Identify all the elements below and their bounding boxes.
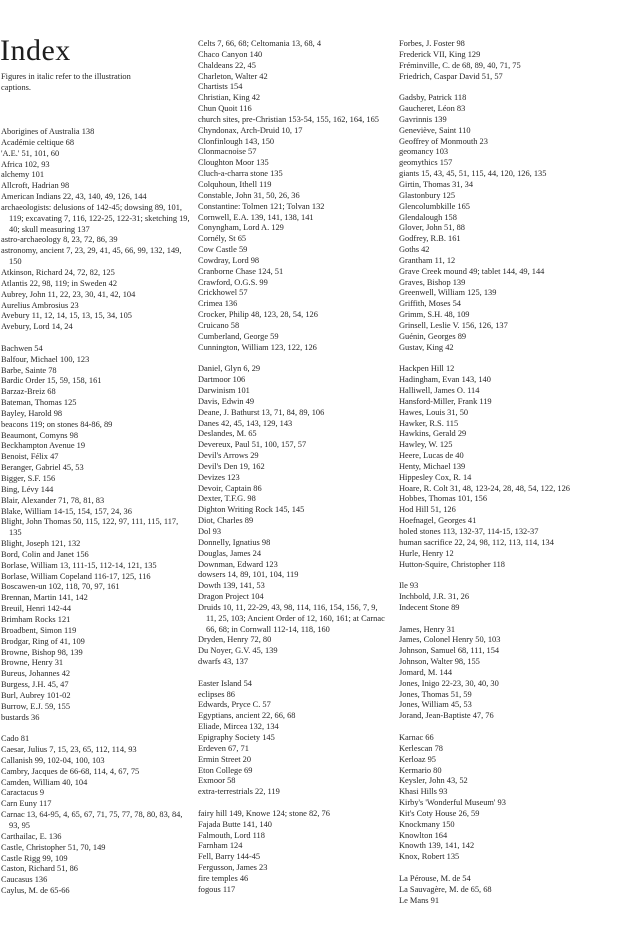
- index-entry: Geneviève, Saint 110: [399, 125, 471, 135]
- index-entry: Aurelius Ambrosius 23: [1, 300, 79, 310]
- index-entry: Glover, John 51, 88: [399, 223, 465, 233]
- index-entry: Dexter, T.F.G. 98: [198, 494, 256, 504]
- index-entry: Devil's Den 19, 162: [198, 461, 265, 471]
- index-entry: Broadbent, Simon 119: [1, 625, 77, 635]
- index-entry: Chaco Canyon 140: [198, 49, 263, 59]
- index-entry: beacons 119; on stones 84-86, 89: [1, 419, 113, 429]
- index-entry: Jomard, M. 144: [399, 667, 453, 677]
- index-entry: Devoir, Captain 86: [198, 483, 262, 493]
- index-entry: eclipses 86: [198, 689, 235, 699]
- index-entry: Jones, William 45, 53: [399, 700, 472, 710]
- index-entry: Griffith, Moses 54: [399, 299, 461, 309]
- index-entry: Glastonbury 125: [399, 190, 456, 200]
- intro-note: Figures in italic refer to the illustration captions.: [1, 72, 131, 92]
- index-entry: Edwards, Pryce C. 57: [198, 700, 271, 710]
- index-entry: Davis, Edwin 49: [198, 396, 255, 406]
- index-entry: Grinsell, Leslie V. 156, 126, 137: [399, 320, 508, 330]
- index-entry: Académie celtique 68: [1, 137, 75, 147]
- index-entry: Girtin, Thomas 31, 34: [399, 179, 474, 189]
- index-entry: Jorand, Jean-Baptiste 47, 76: [399, 711, 494, 721]
- index-entry: Hawes, Louis 31, 50: [399, 407, 469, 417]
- index-entry: Erdeven 67, 71: [198, 743, 249, 753]
- index-entry: Beaumont, Comyns 98: [1, 430, 79, 440]
- index-entry: Caesar, Julius 7, 15, 23, 65, 112, 114, 93: [1, 745, 137, 755]
- index-entry: Benoist, Félix 47: [1, 452, 59, 462]
- index-entry: Cluch-a-charra stone 135: [198, 169, 283, 179]
- index-entry: James, Colonel Henry 50, 103: [399, 635, 501, 645]
- index-letter-group: [1, 127, 191, 333]
- index-entry: Hurle, Henry 12: [399, 548, 454, 558]
- index-entry: Caylus, M. de 65-66: [1, 886, 70, 896]
- index-entry: Johnson, Samuel 68, 111, 154: [399, 646, 500, 656]
- index-entry: Forbes, J. Foster 98: [399, 39, 465, 48]
- index-entry: Borlase, William Copeland 116-17, 125, 116: [1, 571, 151, 581]
- index-entry: Borlase, William 13, 111-15, 112-14, 121, 135: [1, 560, 157, 570]
- index-entry: Frederick VII, King 129: [399, 49, 481, 59]
- index-letter-group: [1, 344, 191, 724]
- index-entry: Dowth 139, 141, 53: [198, 581, 265, 591]
- index-entry: Hod Hill 51, 126: [399, 505, 456, 515]
- index-entry: Karnac 66: [399, 733, 434, 742]
- index-entry: Godfrey, R.B. 161: [399, 234, 461, 244]
- index-entry: Chun Quoit 116: [198, 104, 252, 114]
- index-entry: Africa 102, 93: [1, 159, 50, 169]
- index-entry: Kerlescan 78: [399, 743, 443, 753]
- index-entry: Halliwell, James O. 114: [399, 386, 480, 395]
- index-entry: Colquhoun, Ithell 119: [198, 179, 272, 189]
- index-entry: Kirby's 'Wonderful Museum' 93: [399, 798, 506, 808]
- index-entry: Geoffrey of Monmouth 23: [399, 136, 488, 146]
- index-entry: Bing, Lévy 144: [1, 484, 54, 494]
- index-letter-group: [399, 874, 595, 907]
- index-entry: Dol 93: [198, 526, 222, 536]
- index-entry: Callanish 99, 102-04, 100, 103: [1, 755, 105, 765]
- index-entry: Cambry, Jacques de 66-68, 114, 4, 67, 75: [1, 766, 140, 776]
- index-entry: Ermin Street 20: [198, 754, 252, 764]
- index-entry: Carthailac, E. 136: [1, 831, 62, 841]
- index-entry: Falmouth, Lord 118: [198, 830, 265, 840]
- index-entry: Balfour, Michael 100, 123: [1, 354, 90, 364]
- index-entry: Guénin, Georges 89: [399, 331, 467, 341]
- index-entry: Kit's Coty House 26, 59: [399, 808, 480, 818]
- index-entry: Hawley, W. 125: [399, 440, 453, 450]
- index-entry: 'A.E.' 51, 101, 60: [1, 148, 60, 158]
- index-entry: Diot, Charles 89: [198, 516, 254, 526]
- index-entry: Barzaz-Breiz 68: [1, 387, 56, 397]
- index-letter-group: [399, 581, 595, 614]
- index-entry: fire temples 46: [198, 873, 249, 883]
- index-entry: Keysler, John 43, 52: [399, 776, 468, 786]
- index-entry: Allcroft, Hadrian 98: [1, 181, 70, 191]
- index-column-3: [399, 39, 595, 917]
- index-entry: Inchbold, J.R. 31, 26: [399, 592, 470, 602]
- index-entry: Caston, Richard 51, 86: [1, 864, 78, 874]
- index-entry: Browne, Bishop 98, 139: [1, 647, 83, 657]
- index-entry: Deslandes, M. 65: [198, 429, 257, 439]
- index-entry: Avebury, Lord 14, 24: [1, 322, 73, 332]
- index-entry: Indecent Stone 89: [399, 602, 460, 612]
- index-entry: Atkinson, Richard 24, 72, 82, 125: [1, 267, 115, 277]
- index-entry: Caucasus 136: [1, 875, 48, 885]
- index-entry: Brennan, Martin 141, 142: [1, 593, 88, 603]
- index-entry: Exmoor 58: [198, 776, 236, 786]
- index-entry: Charleton, Walter 42: [198, 71, 268, 81]
- index-entry: Douglas, James 24: [198, 548, 262, 558]
- index-entry: Knox, Robert 135: [399, 852, 460, 862]
- index-entry: Camden, William 40, 104: [1, 777, 88, 787]
- index-entry: Jones, Thomas 51, 59: [399, 689, 472, 699]
- index-entry: Cumberland, George 59: [198, 331, 279, 341]
- index-entry: Donnelly, Ignatius 98: [198, 537, 271, 547]
- index-entry: Gustav, King 42: [399, 342, 454, 352]
- index-entry: Clonfinlough 143, 150: [198, 136, 275, 146]
- index-entry: Cado 81: [1, 734, 30, 744]
- index-entry: Fell, Barry 144-45: [198, 852, 261, 862]
- index-entry: Dighton Writing Rock 145, 145: [198, 505, 305, 515]
- index-entry: Glencolumbkille 165: [399, 201, 470, 211]
- index-entry: dowsers 14, 89, 101, 104, 119: [198, 570, 299, 580]
- index-entry: Blake, William 14-15, 154, 157, 24, 36: [1, 506, 132, 516]
- index-entry: Browne, Henry 31: [1, 658, 64, 668]
- index-entry: La Sauvagère, M. de 65, 68: [399, 884, 492, 894]
- index-entry: Hawkins, Gerald 29: [399, 429, 467, 439]
- index-entry: fogous 117: [198, 884, 236, 894]
- index-entry: Kermario 80: [399, 765, 442, 775]
- index-entry: Atlantis 22, 98, 119; in Sweden 42: [1, 278, 118, 288]
- index-letter-group: [399, 625, 595, 723]
- index-entry: Beranger, Gabriel 45, 53: [1, 463, 84, 473]
- index-entry: Kerloaz 95: [399, 754, 436, 764]
- index-entry: Fajada Butte 141, 140: [198, 819, 272, 829]
- page-title: Index: [0, 34, 71, 67]
- index-letter-group: [399, 39, 595, 82]
- index-entry: Daniel, Glyn 6, 29: [198, 364, 261, 374]
- index-entry: Eliade, Mircea 132, 134: [198, 722, 279, 732]
- index-entry: Khasi Hills 93: [399, 787, 448, 797]
- index-entry: Crickhowel 57: [198, 288, 248, 298]
- index-entry: Aborigines of Australia 138: [1, 127, 95, 136]
- index-entry: Knowth 139, 141, 142: [399, 841, 475, 851]
- index-entry: Epigraphy Society 145: [198, 733, 275, 742]
- index-entry: Dragon Project 104: [198, 592, 264, 602]
- index-entry: Hackpen Hill 12: [399, 364, 455, 374]
- index-entry: Henty, Michael 139: [399, 461, 466, 471]
- index-entry: American Indians 22, 43, 140, 49, 126, 144: [1, 192, 147, 202]
- index-entry: geomythics 157: [399, 158, 453, 168]
- index-entry: Blair, Alexander 71, 78, 81, 83: [1, 495, 105, 505]
- index-entry: Chaldeans 22, 45: [198, 60, 256, 70]
- index-letter-group: [399, 364, 595, 570]
- index-entry: Beckhampton Avenue 19: [1, 441, 86, 451]
- index-entry: Darwinism 101: [198, 386, 250, 395]
- index-entry: fairy hill 149, Knowe 124; stone 82, 76: [198, 808, 330, 818]
- index-entry: La Pérouse, M. de 54: [399, 873, 471, 883]
- index-entry: Brimham Rocks 121: [1, 614, 71, 624]
- index-entry: Crawford, O.G.S. 99: [198, 277, 268, 287]
- index-entry: Bardic Order 15, 59, 158, 161: [1, 376, 102, 386]
- index-entry: Graves, Bishop 139: [399, 277, 466, 287]
- index-entry: Gadsby, Patrick 118: [399, 93, 467, 103]
- index-entry: Ile 93: [399, 581, 419, 591]
- index-entry: Cornwell, E.A. 139, 141, 138, 141: [198, 212, 314, 222]
- index-letter-group: [198, 809, 388, 896]
- index-entry: Castle, Christopher 51, 70, 149: [1, 842, 106, 852]
- index-entry: astronomy, ancient 7, 23, 29, 41, 45, 66, 99, 132, 149, 150: [1, 246, 182, 267]
- index-entry: Barbe, Sainte 78: [1, 365, 57, 375]
- index-entry: Boscawen-un 102, 118, 70, 97, 161: [1, 582, 120, 592]
- index-entry: Heere, Lucas de 40: [399, 451, 464, 461]
- index-entry: Chartists 154: [198, 82, 243, 92]
- index-entry: Burl, Aubrey 101-02: [1, 690, 71, 700]
- index-entry: astro-archaeology 8, 23, 72, 86, 39: [1, 235, 118, 245]
- index-entry: Hoare, R. Colt 31, 48, 123-24, 28, 48, 54, 122, 126: [399, 483, 570, 493]
- index-entry: Grimm, S.H. 48, 109: [399, 310, 470, 320]
- index-entry: Breuil, Henri 142-44: [1, 604, 72, 614]
- index-entry: Constantine: Tolmen 121; Tolvan 132: [198, 201, 325, 211]
- index-entry: Burrow, E.J. 59, 155: [1, 701, 71, 711]
- index-entry: Grave Creek mound 49; tablet 144, 49, 144: [399, 266, 545, 276]
- index-entry: Brodgar, Ring of 41, 109: [1, 636, 85, 646]
- index-column-2: [198, 39, 388, 907]
- index-entry: Grantham 11, 12: [399, 255, 456, 265]
- index-entry: Gavrinnis 139: [399, 114, 447, 124]
- index-entry: Constable, John 31, 50, 26, 36: [198, 190, 300, 200]
- index-entry: Bayley, Harold 98: [1, 408, 63, 418]
- index-entry: giants 15, 43, 45, 51, 115, 44, 120, 126, 135: [399, 169, 547, 179]
- index-entry: Aubrey, John 11, 22, 23, 30, 41, 42, 104: [1, 289, 136, 299]
- index-entry: bustards 36: [1, 712, 40, 722]
- index-entry: Burgess, J.H. 45, 47: [1, 680, 69, 690]
- index-entry: Cow Castle 59: [198, 245, 248, 255]
- index-entry: Druids 10, 11, 22-29, 43, 98, 114, 116, 154, 156, 7, 9, 11, 25, 103; Ancient Order of 12, 160, 161; at Carnac 66, 68; in Cornwall 112-14, 118, 160: [198, 602, 385, 634]
- index-entry: Cloughton Moor 135: [198, 158, 269, 168]
- index-entry: Hadingham, Evan 143, 140: [399, 375, 491, 385]
- index-entry: Hobbes, Thomas 101, 156: [399, 494, 488, 504]
- index-entry: Hutton-Squire, Christopher 118: [399, 559, 505, 569]
- index-letter-group: [198, 39, 388, 353]
- index-entry: Devizes 123: [198, 472, 240, 482]
- index-entry: Chyndonax, Arch-Druid 10, 17: [198, 125, 303, 135]
- index-entry: Dryden, Henry 72, 80: [198, 635, 272, 645]
- index-entry: Hoefnagel, Georges 41: [399, 516, 477, 526]
- index-entry: Bachwen 54: [1, 343, 43, 353]
- index-entry: Knowlton 164: [399, 830, 448, 840]
- index-letter-group: [399, 93, 595, 353]
- index-letter-group: [399, 733, 595, 863]
- index-entry: Farnham 124: [198, 841, 243, 851]
- index-entry: human sacrifice 22, 24, 98, 112, 113, 114, 134: [399, 537, 554, 547]
- index-entry: Dartmoor 106: [198, 375, 246, 385]
- index-entry: Egyptians, ancient 22, 66, 68: [198, 711, 296, 721]
- index-entry: Fergusson, James 23: [198, 863, 268, 873]
- index-letter-group: [198, 364, 388, 668]
- index-entry: James, Henry 31: [399, 624, 456, 634]
- index-entry: Bigger, S.F. 156: [1, 474, 56, 483]
- index-letter-group: [1, 734, 191, 897]
- index-entry: Crocker, Philip 48, 123, 28, 54, 126: [198, 310, 318, 320]
- index-entry: Knockmany 150: [399, 819, 455, 829]
- index-entry: geomancy 103: [399, 147, 449, 157]
- index-entry: Danes 42, 45, 143, 129, 143: [198, 418, 293, 428]
- index-entry: Bord, Colin and Janet 156: [1, 549, 89, 559]
- index-entry: Easter Island 54: [198, 678, 252, 688]
- index-entry: Bateman, Thomas 125: [1, 398, 77, 408]
- index-entry: Blight, Joseph 121, 132: [1, 539, 81, 549]
- index-letter-group: [198, 679, 388, 798]
- index-entry: Caractacus 9: [1, 788, 45, 798]
- index-entry: Du Noyer, G.V. 45, 139: [198, 646, 278, 656]
- index-entry: Downman, Edward 123: [198, 559, 278, 569]
- index-entry: Greenwell, William 125, 139: [399, 288, 497, 298]
- index-entry: Devereux, Paul 51, 100, 157, 57: [198, 440, 307, 450]
- index-entry: Cruicano 58: [198, 320, 240, 330]
- index-entry: Crimea 136: [198, 299, 238, 309]
- index-entry: dwarfs 43, 137: [198, 657, 249, 667]
- index-entry: Gaucheret, Léon 83: [399, 104, 466, 114]
- index-entry: Blight, John Thomas 50, 115, 122, 97, 111, 115, 117, 135: [1, 517, 179, 538]
- index-entry: Carnac 13, 64-95, 4, 65, 67, 71, 75, 77, 78, 80, 83, 84, 93, 95: [1, 810, 183, 830]
- index-entry: Deane, J. Bathurst 13, 71, 84, 89, 106: [198, 407, 325, 417]
- index-entry: Glendalough 158: [399, 212, 457, 222]
- index-entry: alchemy 101: [1, 170, 45, 180]
- index-entry: Jones, Inigo 22-23, 30, 40, 30: [399, 678, 499, 688]
- index-entry: Devil's Arrows 29: [198, 451, 259, 461]
- index-entry: holed stones 113, 132-37, 114-15, 132-37: [399, 526, 539, 536]
- index-column-1: [1, 127, 191, 908]
- index-entry: Hippesley Cox, R. 14: [399, 472, 472, 482]
- index-entry: Fréminville, C. de 68, 89, 40, 71, 75: [399, 60, 521, 70]
- index-entry: Christian, King 42: [198, 93, 261, 103]
- index-entry: Goths 42: [399, 245, 430, 255]
- index-entry: Castle Rigg 99, 109: [1, 853, 68, 863]
- index-entry: Celts 7, 66, 68; Celtomania 13, 68, 4: [198, 39, 322, 48]
- index-entry: extra-terrestrials 22, 119: [198, 787, 280, 797]
- index-entry: Bureus, Johannes 42: [1, 669, 71, 679]
- index-entry: Eton College 69: [198, 765, 253, 775]
- index-entry: Avebury 11, 12, 14, 15, 13, 15, 34, 105: [1, 311, 132, 321]
- index-entry: Hansford-Miller, Frank 119: [399, 396, 492, 406]
- index-entry: Le Mans 91: [399, 895, 440, 905]
- index-entry: archaeologists: delusions of 142-45; dowsing 89, 101, 119; excavating 7, 116, 122-25, 122-31; sketching 19, 40; skull measuring 137: [1, 202, 190, 234]
- index-entry: Carn Euny 117: [1, 799, 52, 809]
- index-entry: Cornély, St 65: [198, 234, 247, 244]
- index-entry: Cranborne Chase 124, 51: [198, 266, 284, 276]
- index-entry: Cowdray, Lord 98: [198, 255, 260, 265]
- index-entry: Friedrich, Caspar David 51, 57: [399, 71, 503, 81]
- index-entry: Johnson, Walter 98, 155: [399, 657, 480, 667]
- index-entry: Conyngham, Lord A. 129: [198, 223, 284, 233]
- index-entry: Hawker, R.S. 115: [399, 418, 459, 428]
- index-entry: Cunnington, William 123, 122, 126: [198, 342, 317, 352]
- index-entry: church sites, pre-Christian 153-54, 155, 162, 164, 165: [198, 114, 379, 124]
- index-entry: Clonmacnoise 57: [198, 147, 257, 157]
